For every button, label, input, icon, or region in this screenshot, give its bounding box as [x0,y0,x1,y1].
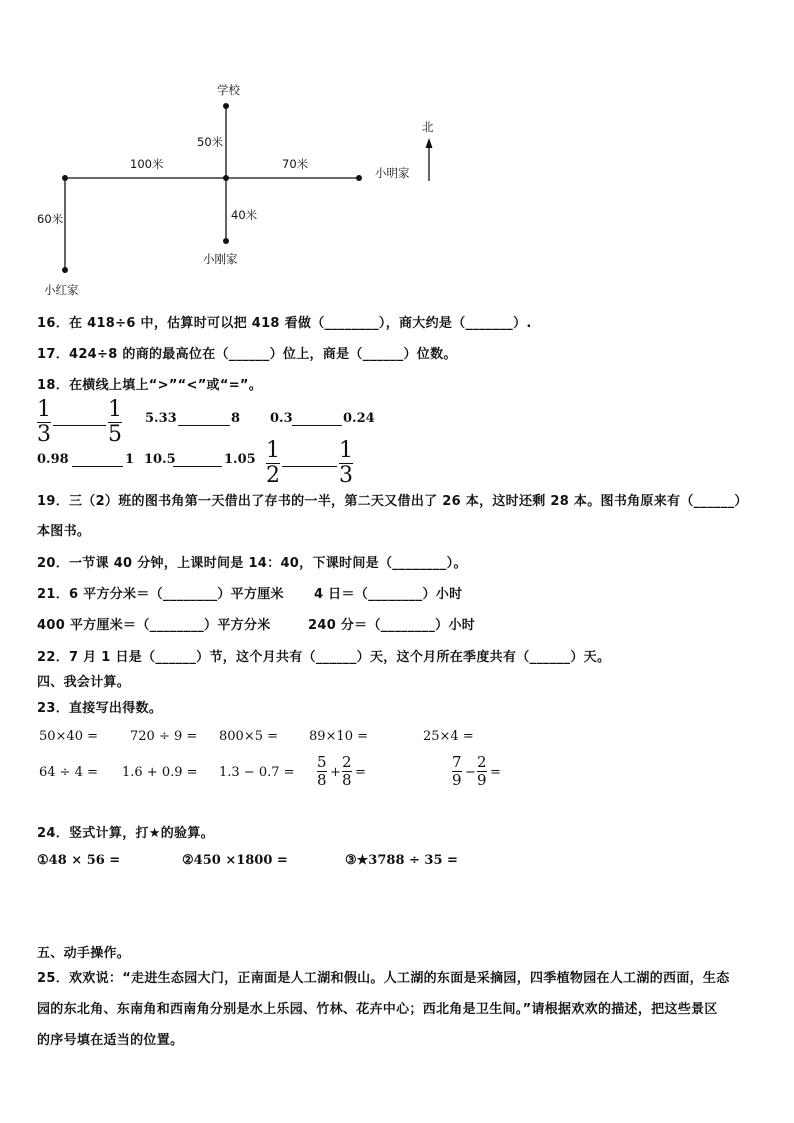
compare-c-left: 0.98 [37,452,69,467]
vertical-calc-1: ①48 × 56 = [37,853,121,868]
compare-d-right: 1.05 [224,452,256,467]
fraction-denominator: 9 [452,771,462,789]
school-distance-label: 50米 [197,135,224,149]
fraction-numerator: 2 [477,753,487,771]
fraction-denominator: 2 [266,463,280,488]
fraction-numerator: 7 [452,753,462,771]
xiaoming-point [356,175,362,181]
compare-b-right: 0.24 [343,411,375,426]
fraction-denominator: 8 [317,771,327,789]
question-21a: 21．6 平方分米＝（________）平方厘米 [37,587,284,602]
center-point [223,175,229,181]
question-18-stem: 18．在横线上填上“>”“<”或“=”。 [37,378,263,393]
question-23-stem: 23．直接写出得数。 [37,701,163,716]
fraction-numerator: 5 [317,753,327,771]
question-25-line-3: 的序号填在适当的位置。 [37,1033,184,1048]
fraction-denominator: 3 [339,463,353,488]
left-distance-label: 100米 [130,157,164,171]
compare-a-left: 5.33 [145,411,177,426]
xiaogang-label: 小刚家 [203,252,238,266]
fraction-1-5 [108,399,122,446]
xiaohong-point [62,267,68,273]
compare-b-left: 0.3 [270,411,293,426]
answer-blank[interactable] [178,425,230,426]
fraction-numerator: 1 [339,438,353,463]
fraction-1-3-b [339,440,353,487]
fraction-2-8 [342,755,352,788]
fraction-denominator: 5 [108,422,122,447]
question-22: 22．7 月 1 日是（______）节，这个月共有（______）天，这个月所在季度共有（______）天。 [37,650,611,665]
plus-operator: + [330,765,341,780]
vertical-calc-3: ③★3788 ÷ 35 = [345,853,458,868]
fraction-5-8 [317,755,327,788]
school-label: 学校 [217,83,240,97]
question-25-line-1: 25．欢欢说：“走进生态园大门，正南面是人工湖和假山。人工湖的东面是采摘园，四季植物园在人工湖的西面，生态 [37,971,730,986]
minus-operator: − [465,765,476,780]
fraction-denominator: 8 [342,771,352,789]
answer-blank[interactable] [282,466,337,467]
calc-item: 800×5 = [219,729,279,744]
fraction-numerator: 1 [108,397,122,422]
corner-point [62,175,68,181]
fraction-denominator: 3 [37,422,51,447]
answer-blank[interactable] [292,425,342,426]
question-21c: 400 平方厘米＝（________）平方分米 [37,618,271,633]
compare-a-right: 8 [231,411,241,426]
xiaoming-label: 小明家 [375,166,410,180]
calc-item: 25×4 = [423,729,474,744]
xiaohong-label: 小红家 [44,283,79,297]
equals-sign: = [490,765,501,780]
calc-item: 50×40 = [39,729,99,744]
down-distance-label: 40米 [231,208,258,222]
calc-item: 89×10 = [309,729,369,744]
section-4-title: 四、我会计算。 [37,675,131,690]
answer-blank[interactable] [72,466,123,467]
compare-c-right: 1 [125,452,135,467]
fraction-7-9 [452,755,462,788]
question-19-line-2: 本图书。 [37,524,91,539]
right-distance-label: 70米 [282,157,309,171]
vertical-calc-2: ②450 ×1800 = [182,853,288,868]
xiaogang-point [223,238,229,244]
question-21b: 4 日＝（________）小时 [314,587,463,602]
question-19-line-1: 19．三（2）班的图书角第一天借出了存书的一半，第二天又借出了 26 本，这时还剩 28 本。图书角原来有（______） [37,494,748,509]
compare-d-left: 10.5 [144,452,176,467]
calc-item: 64 ÷ 4 = [39,765,98,780]
north-label: 北 [422,120,434,134]
section-5-title: 五、动手操作。 [37,946,131,961]
fraction-numerator: 1 [37,397,51,422]
question-16: 16．在 418÷6 中，估算时可以把 418 看做（________），商大约是（_______）. [37,316,532,331]
calc-item: 720 ÷ 9 = [130,729,198,744]
fraction-2-9 [477,755,487,788]
school-point [223,103,229,109]
question-24-stem: 24．竖式计算，打★的验算。 [37,826,214,841]
question-21d: 240 分＝（________）小时 [308,618,476,633]
equals-sign: = [355,765,366,780]
xiaohong-distance-label: 60米 [37,212,64,226]
fraction-1-2 [266,440,280,487]
answer-blank[interactable] [173,466,222,467]
calc-item: 1.3 − 0.7 = [219,765,295,780]
north-arrow-icon [426,138,433,148]
fraction-numerator: 2 [342,753,352,771]
fraction-denominator: 9 [477,771,487,789]
fraction-numerator: 1 [266,438,280,463]
calc-item: 1.6 + 0.9 = [122,765,198,780]
question-20: 20．一节课 40 分钟，上课时间是 14：40，下课时间是（________）。 [37,556,467,571]
question-17: 17．424÷8 的商的最高位在（______）位上，商是（______）位数。 [37,347,457,362]
fraction-1-3 [37,399,51,446]
question-25-line-2: 园的东北角、东南角和西南角分别是水上乐园、竹林、花卉中心；西北角是卫生间。”请根据欢欢的描述，把这些景区 [37,1002,718,1017]
answer-blank[interactable] [53,425,106,426]
